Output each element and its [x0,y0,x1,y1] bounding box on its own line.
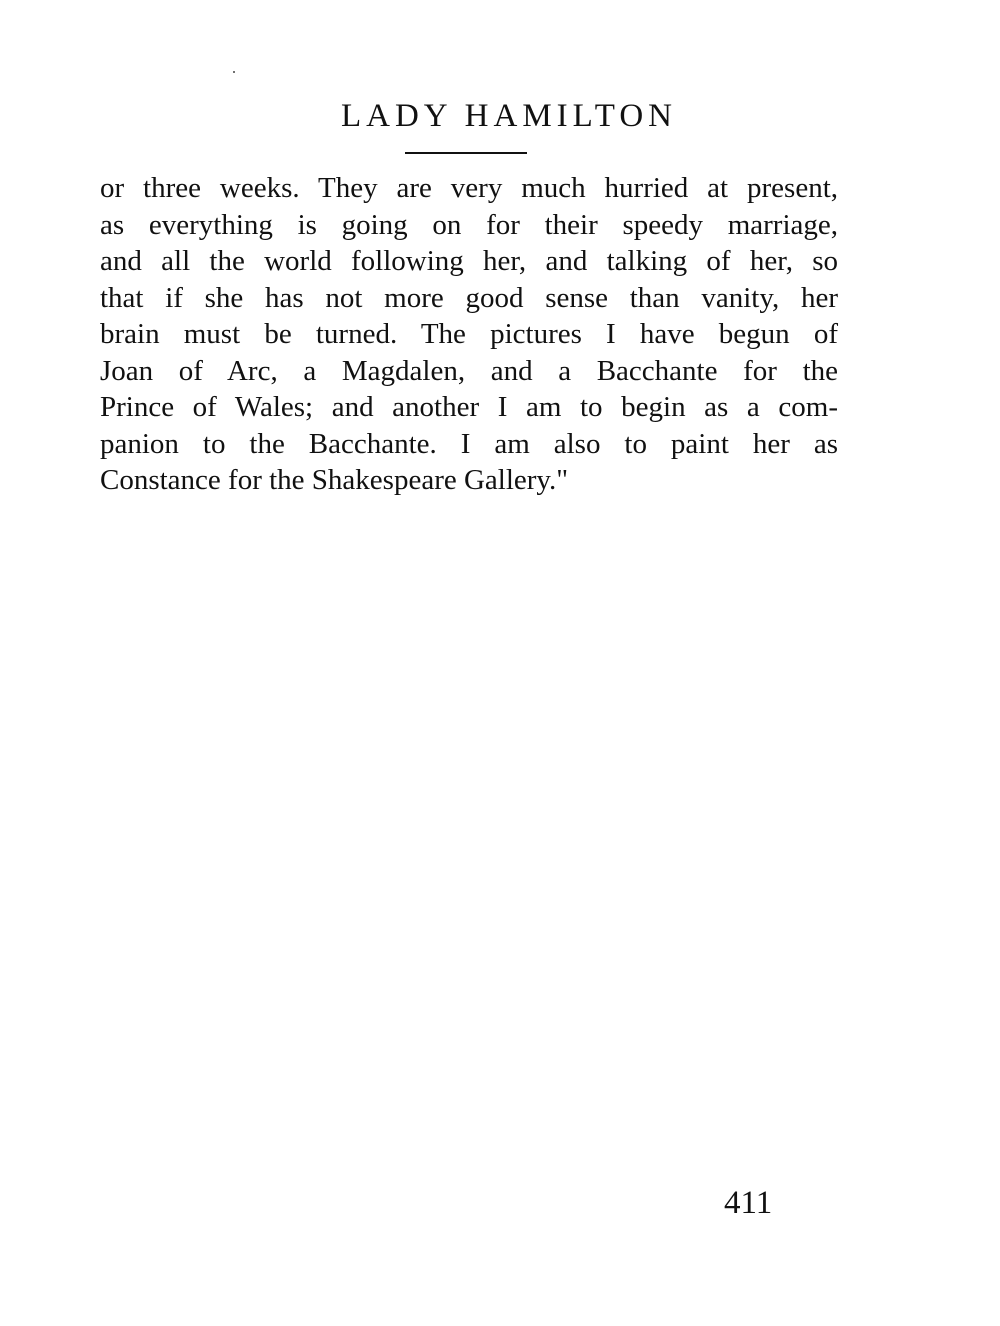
header-rule [405,152,527,154]
text-line: Joan of Arc, a Magdalen, and a Bacchante for the [100,354,838,387]
page-number: 411 [724,1185,773,1221]
text-line: as everything is going on for their speedy marriage, [100,208,838,241]
text-line: Prince of Wales; and another I am to begin as a com- [100,391,838,423]
body-text [100,170,838,499]
text-line: brain must be turned. The pictures I have begun of [100,318,838,350]
ink-speck [233,71,235,73]
text-line: that if she has not more good sense than vanity, her [100,281,838,314]
text-line: Constance for the Shakespeare Gallery." [100,464,569,496]
text-line: and all the world following her, and talking of her, so [100,245,838,277]
running-head: LADY HAMILTON [340,98,678,134]
text-line: panion to the Bacchante. I am also to paint her as [100,427,838,460]
text-line: or three weeks. They are very much hurried at present, [100,172,838,204]
